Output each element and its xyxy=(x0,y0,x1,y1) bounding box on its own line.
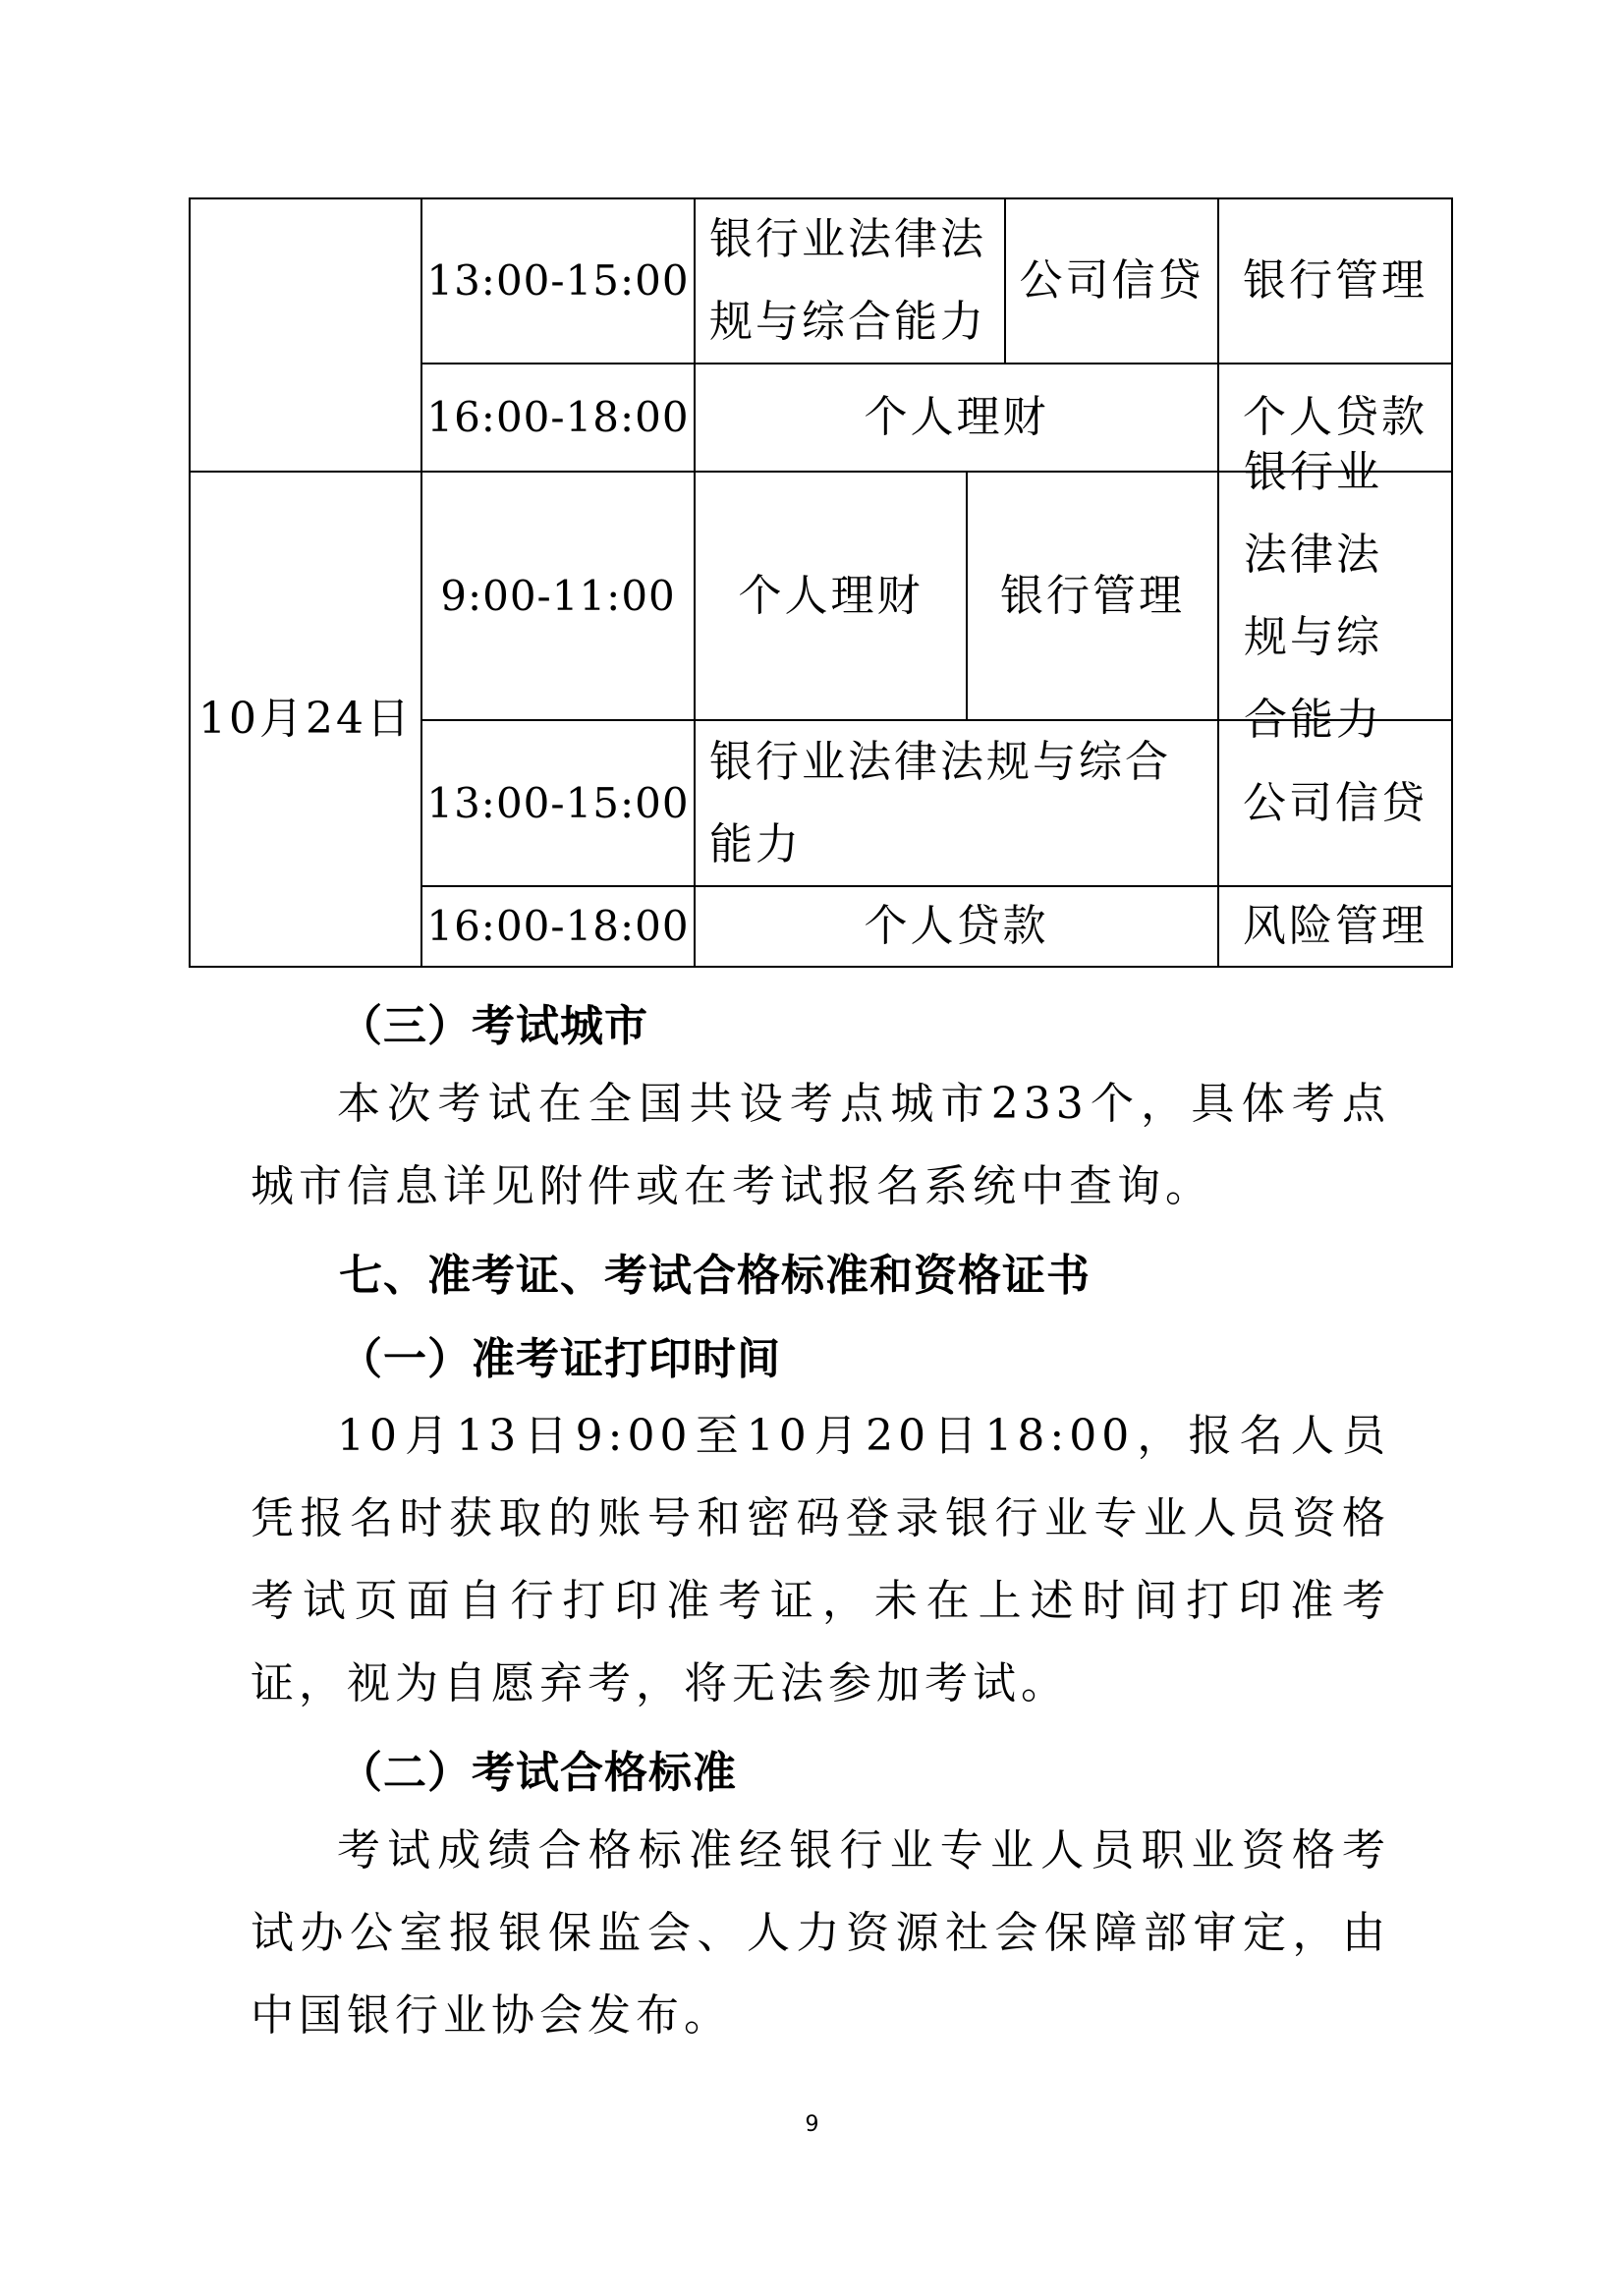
subject-cell: 银行管理 xyxy=(1000,570,1185,621)
subject-cell: 个人贷款 xyxy=(864,901,1049,951)
subject-cell: 个人理财 xyxy=(738,570,924,621)
subject-text: 银行业法律法规与综合能力 xyxy=(709,214,986,347)
subject-cell xyxy=(1219,446,1451,745)
subject-cell xyxy=(696,199,1004,363)
chapter-heading-admission: 七、准考证、考试合格标准和资格证书 xyxy=(339,1251,1091,1301)
subject-cell: 银行管理 xyxy=(1243,255,1428,306)
exam-schedule-table xyxy=(189,197,1453,968)
subject-cell: 公司信贷 xyxy=(1019,255,1204,306)
subject-cell: 个人贷款 xyxy=(1243,392,1428,442)
page-number: 9 xyxy=(805,2112,819,2137)
time-cell: 13:00-15:00 xyxy=(426,778,690,827)
pass-standard-paragraph: 考试成绩合格标准经银行业专业人员职业资格考试办公室报银保监会、人力资源社会保障部审定，由中国银行业协会发布。 xyxy=(251,1825,1390,2041)
section-heading-admission-print: （一）准考证打印时间 xyxy=(339,1334,781,1384)
subject-text: 银行业法律法规与综合能力 xyxy=(709,736,1171,869)
subject-cell xyxy=(696,721,1217,885)
table-border-right xyxy=(1451,197,1453,968)
time-cell: 16:00-18:00 xyxy=(426,393,690,441)
time-cell: 16:00-18:00 xyxy=(426,902,690,950)
date-cell: 10月24日 xyxy=(198,694,413,744)
section-heading-pass-standard: （二）考试合格标准 xyxy=(339,1748,737,1798)
section-heading-exam-city: （三）考试城市 xyxy=(339,1001,648,1051)
time-cell: 9:00-11:00 xyxy=(440,571,676,620)
admission-paragraph: 10月13日9:00至10月20日18:00，报名人员凭报名时获取的账号和密码登录银行业专业人员资格考试页面自行打印准考证，未在上述时间打印准考证，视为自愿弃考，将无法参加考试。 xyxy=(251,1411,1390,1708)
subject-cell: 公司信贷 xyxy=(1243,777,1428,828)
subject-cell: 个人理财 xyxy=(864,392,1049,442)
exam-city-paragraph: 本次考试在全国共设考点城市233个，具体考点城市信息详见附件或在考试报名系统中查询。 xyxy=(251,1079,1390,1211)
subject-text: 银行业法律法规与综合能力 xyxy=(1244,446,1382,745)
time-cell: 13:00-15:00 xyxy=(426,256,690,305)
subject-cell: 风险管理 xyxy=(1243,901,1428,951)
